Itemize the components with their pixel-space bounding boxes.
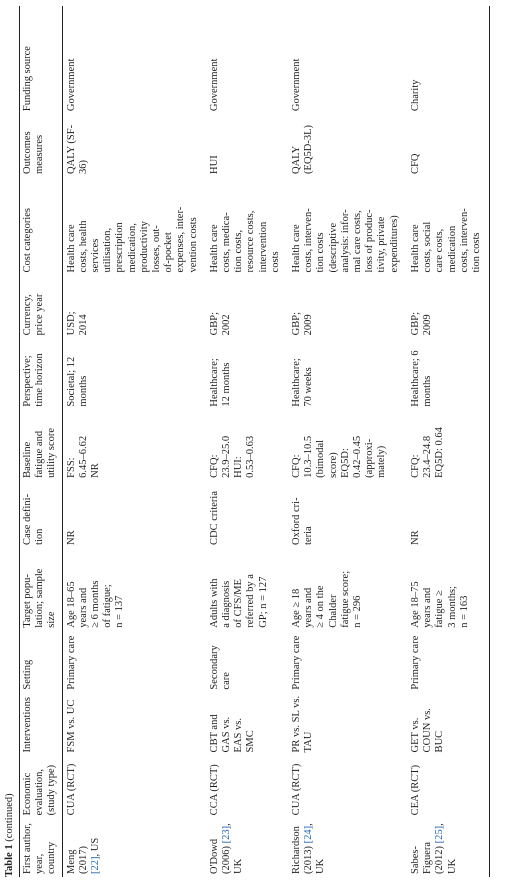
column-header: Setting: [20, 631, 63, 693]
cell-perspective: Healthcare; 12 months: [208, 358, 233, 407]
cell-cost-categories: Health care costs, health services utilisation, prescription medication, productivity losses, out- of-pocket expenses, inter- vention costs: [65, 206, 199, 273]
cell-population: Adults with a diagnosis of CFS/ME referred by a GP; n = 127: [208, 574, 269, 628]
cell-setting: Primary care: [291, 635, 303, 690]
cell-currency: GBP; 2002: [208, 311, 233, 336]
citation-link[interactable]: [24]: [303, 825, 315, 844]
cell-funding: Charity: [407, 6, 490, 114]
cell-perspective: Societal; 12 months: [65, 356, 89, 407]
cell-case-definition: Oxford cri- teria: [291, 497, 315, 545]
cell-baseline: CFQ: 23.4–24.8 EQ5D: 0.64: [407, 410, 490, 481]
column-header: Perspective; time horizon: [20, 338, 63, 409]
cell-evaluation: CCA (RCT): [208, 764, 220, 816]
cell-cost-categories: Health care costs, interven- tion costs (descriptive analysis: infor- mal care costs, loss of produc- tivity, private expenditures): [291, 208, 400, 273]
cell-author: Meng (2017) [22], US: [65, 837, 102, 874]
column-header: Currency, price year: [20, 275, 63, 338]
cell-funding: Government: [208, 58, 220, 112]
cell-currency: USD; 2014: [65, 311, 89, 336]
cell-interventions: GET vs. COUN vs. BUC: [407, 693, 490, 756]
table-row: [62, 6, 206, 877]
cell-perspective: Healthcare; 70 weeks: [291, 358, 315, 407]
cell-population: Age 18–75 years and fatigue ≥ 3 months; n = 163: [407, 548, 490, 631]
column-header: Economic evaluation, (study type): [20, 755, 63, 818]
table-row: [407, 6, 490, 877]
cell-cost-categories: Health care costs, medica- tion costs, resource costs, intervention costs: [208, 210, 281, 273]
cell-baseline: FSS: 6.45–6.62 NR: [65, 435, 102, 478]
cell-evaluation: CUA (RCT): [65, 763, 77, 816]
cell-author: Sabes-Figuera (2012) [25], UK: [407, 818, 490, 877]
cell-author: Richardson (2013) [24], UK: [291, 823, 327, 874]
table-row: [288, 6, 407, 877]
citation-link[interactable]: [25]: [434, 825, 446, 844]
cell-currency: GBP; 2009: [407, 275, 490, 338]
cell-funding: Government: [65, 58, 77, 112]
cell-interventions: FSM vs. UC: [65, 699, 77, 753]
cell-population: Age 18–65 years and ≥ 6 months of fatigue; n = 137: [65, 580, 126, 628]
column-header: First author, year, country: [20, 818, 63, 877]
header-row: [20, 6, 63, 877]
table-caption-text: (continued): [4, 793, 15, 842]
cell-interventions: CBT and GAS vs. EAS vs. SMC: [208, 714, 257, 753]
table-caption: [4, 793, 16, 877]
cell-funding: Government: [291, 58, 303, 112]
cell-setting: Secondary care: [208, 645, 233, 690]
cost-effectiveness-table: [19, 6, 490, 877]
citation-link[interactable]: [23]: [221, 825, 233, 844]
cell-case-definition: NR: [65, 530, 77, 545]
citation-link[interactable]: [22]: [90, 856, 102, 874]
cell-baseline: CFQ: 10.3–10.5 (bimodal score) EQ5D: 0.42–0.45 (approxi- mately): [291, 435, 388, 478]
cell-population: Age ≥ 18 years and ≥ 4 on the Chalder fatigue score; n = 296: [291, 570, 364, 628]
cell-outcomes: HUI: [208, 155, 220, 174]
column-header: Interventions: [20, 693, 63, 756]
column-header: Outcomes measures: [20, 114, 63, 177]
cell-outcomes: QALY (SF- 36): [65, 124, 89, 174]
cell-case-definition: CDC criteria: [208, 490, 220, 545]
cell-evaluation: CUA (RCT): [291, 763, 303, 816]
cell-cost-categories: Health care costs, social care costs, medication costs, interven- tion costs: [407, 177, 490, 276]
cell-setting: Primary care: [65, 635, 77, 690]
column-header: Funding source: [20, 6, 63, 114]
cell-author: O'Dowd (2006) [23], UK: [208, 823, 245, 874]
column-header: Case defini- tion: [20, 481, 63, 548]
column-header: Cost categories: [20, 177, 63, 276]
cell-currency: GBP; 2009: [291, 311, 315, 336]
cell-case-definition: NR: [407, 481, 490, 548]
cell-outcomes: QALY (EQ5D-3L): [291, 124, 315, 174]
table-row: [206, 6, 288, 877]
table-label: Table 1: [4, 844, 15, 877]
cell-baseline: CFQ: 23.9–25.0 HUI: 0.53–0.63: [208, 435, 257, 478]
cell-evaluation: CEA (RCT): [407, 755, 490, 818]
column-header: Baseline fatigue and utility score: [20, 410, 63, 481]
cell-setting: Primary care: [407, 631, 490, 693]
column-header: Target popu- lation; sample size: [20, 548, 63, 631]
cell-outcomes: CFQ: [407, 114, 490, 177]
cell-perspective: Healthcare; 6 months: [407, 338, 490, 409]
cell-interventions: PR vs. SL vs. TAU: [291, 695, 315, 753]
